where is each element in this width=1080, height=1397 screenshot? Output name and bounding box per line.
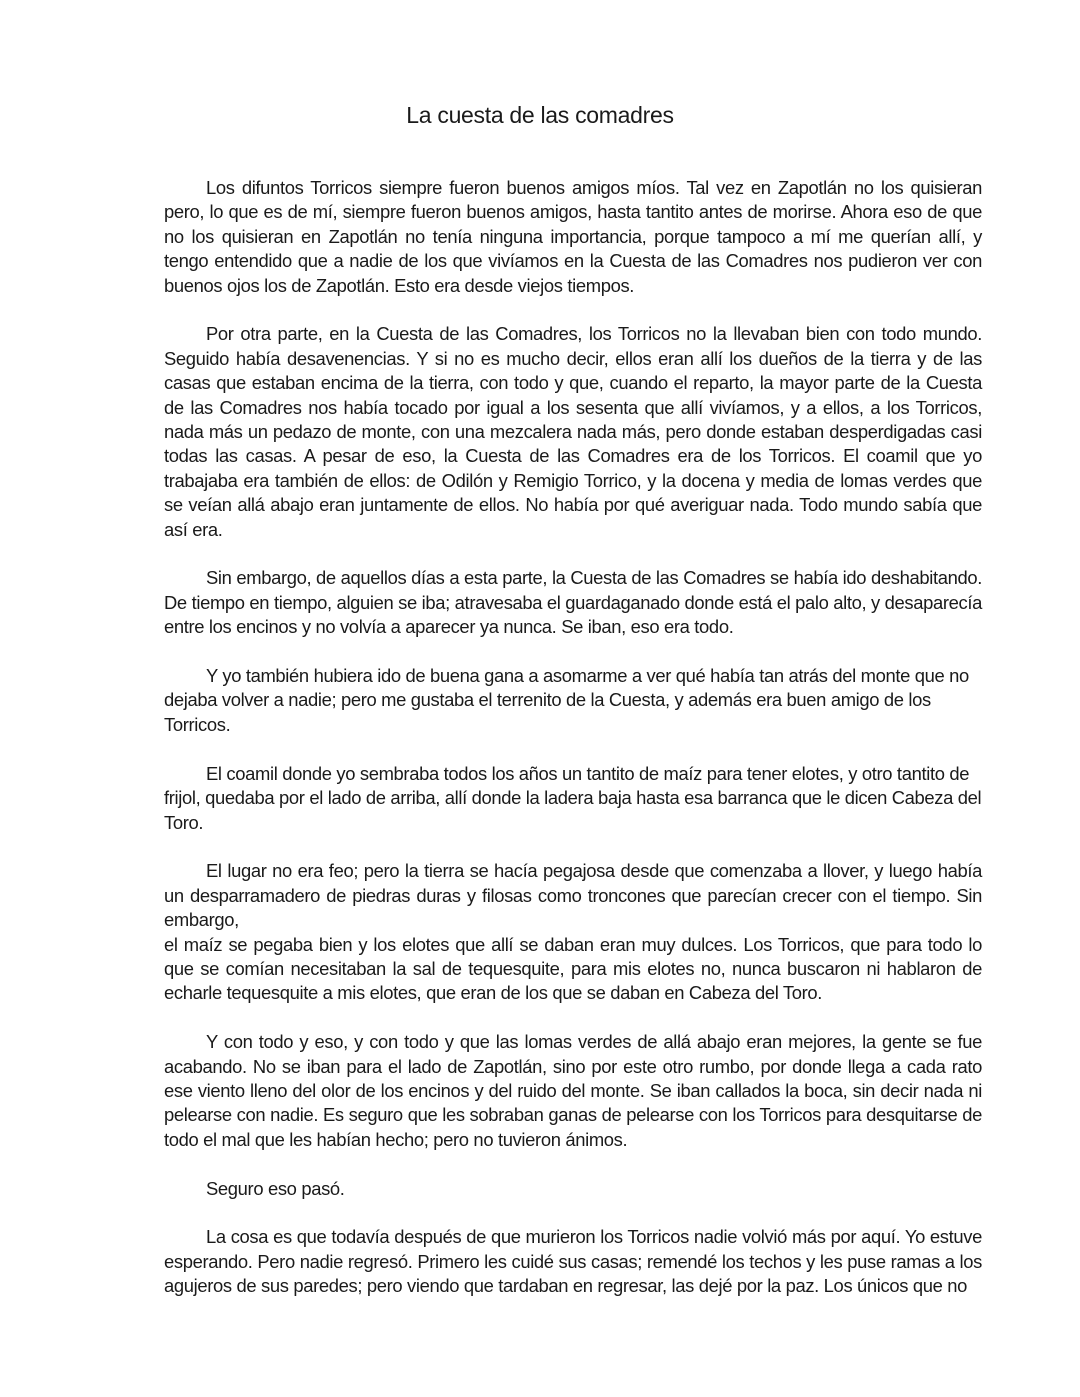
document-title: La cuesta de las comadres	[406, 102, 674, 128]
paragraph-4: Y yo también hubiera ido de buena gana a asomarme a ver qué había tan atrás del monte que no dejaba volver a nadie; pero me gustaba el terrenito de la Cuesta, y además era buen amigo de los Torricos.	[164, 665, 969, 735]
paragraph-1: Los difuntos Torricos siempre fueron buenos amigos míos. Tal vez en Zapotlán no los quisieran pero, lo que es de mí, siempre fueron buenos amigos, hasta tantito antes de morirse. Ahora eso de que no los quisieran en Zapotlán no tenía ninguna importancia, porque tampoco a mí me querían allí, y tengo entendido que a nadie de los que vivíamos en la Cuesta de las Comadres nos pudieron ver con buenos ojos los de Zapotlán. Esto era desde viejos tiempos.	[164, 177, 982, 296]
paragraph-7: Y con todo y eso, y con todo y que las lomas verdes de allá abajo eran mejores, la gente se fue acabando. No se iban para el lado de Zapotlán, sino por este otro rumbo, por donde llega a cada rato ese viento lleno del olor de los encinos y del ruido del monte. Se iban callados la boca, sin decir nada ni pelearse con nadie. Es seguro que les sobraban ganas de pelearse con los Torricos para desquitarse de todo el mal que les habían hecho; pero no tuvieron ánimos.	[164, 1031, 982, 1150]
paragraph-6-continued: el maíz se pegaba bien y los elotes que allí se daban eran muy dulces. Los Torricos, que para todo lo que se comían necesitaban la sal de tequesquite, para mis elotes no, nunca buscaron ni hablaron de echarle tequesquite a mis elotes, que eran de los que se daban en Cabeza del Toro.	[164, 933, 982, 1004]
paragraph-3: Sin embargo, de aquellos días a esta parte, la Cuesta de las Comadres se había ido deshabitando. De tiempo en tiempo, alguien se iba; atravesaba el guardaganado donde está el palo alto, y desaparecía entre los encinos y no volvía a aparecer ya nunca. Se iban, eso era todo.	[164, 567, 983, 638]
paragraph-5: El coamil donde yo sembraba todos los años un tantito de maíz para tener elotes, y otro tantito de frijol, quedaba por el lado de arriba, allí donde la ladera baja hasta esa barranca que le dicen Cabeza del Toro.	[164, 762, 982, 833]
paragraph-9: La cosa es que todavía después de que murieron los Torricos nadie volvió más por aquí. Yo estuve esperando. Pero nadie regresó. Primero les cuidé sus casas; remendé los techos y les puse ramas a los agujeros de sus paredes; pero viendo que tardaban en regresar, las dejé por la paz. Los únicos que no	[164, 1226, 982, 1297]
paragraph-2: Por otra parte, en la Cuesta de las Comadres, los Torricos no la llevaban bien con todo mundo. Seguido había desavenencias. Y si no es mucho decir, ellos eran allí los dueños de la tierra y de las casas que estaban encima de la tierra, con todo y que, cuando el reparto, la mayor parte de la Cuesta de las Comadres nos había tocado por igual a los sesenta que allí vivíamos, y a ellos, a los Torricos, nada más un pedazo de monte, con una mezcalera nada más, pero donde estaban desperdigadas casi todas las casas. A pesar de eso, la Cuesta de las Comadres era de los Torricos. El coamil que yo trabajaba era también de ellos: de Odilón y Remigio Torrico, y la docena y media de lomas verdes que se veían allá abajo eran juntamente de ellos. No había por qué averiguar nada. Todo mundo sabía que así era.	[164, 323, 982, 540]
paragraph-8: Seguro eso pasó.	[206, 1177, 345, 1199]
document-body	[164, 176, 982, 1323]
paragraph-6: El lugar no era feo; pero la tierra se hacía pegajosa desde que comenzaba a llover, y luego había un desparramadero de piedras duras y filosas como troncones que parecían crecer con el tiempo. Sin embargo,	[164, 860, 982, 931]
